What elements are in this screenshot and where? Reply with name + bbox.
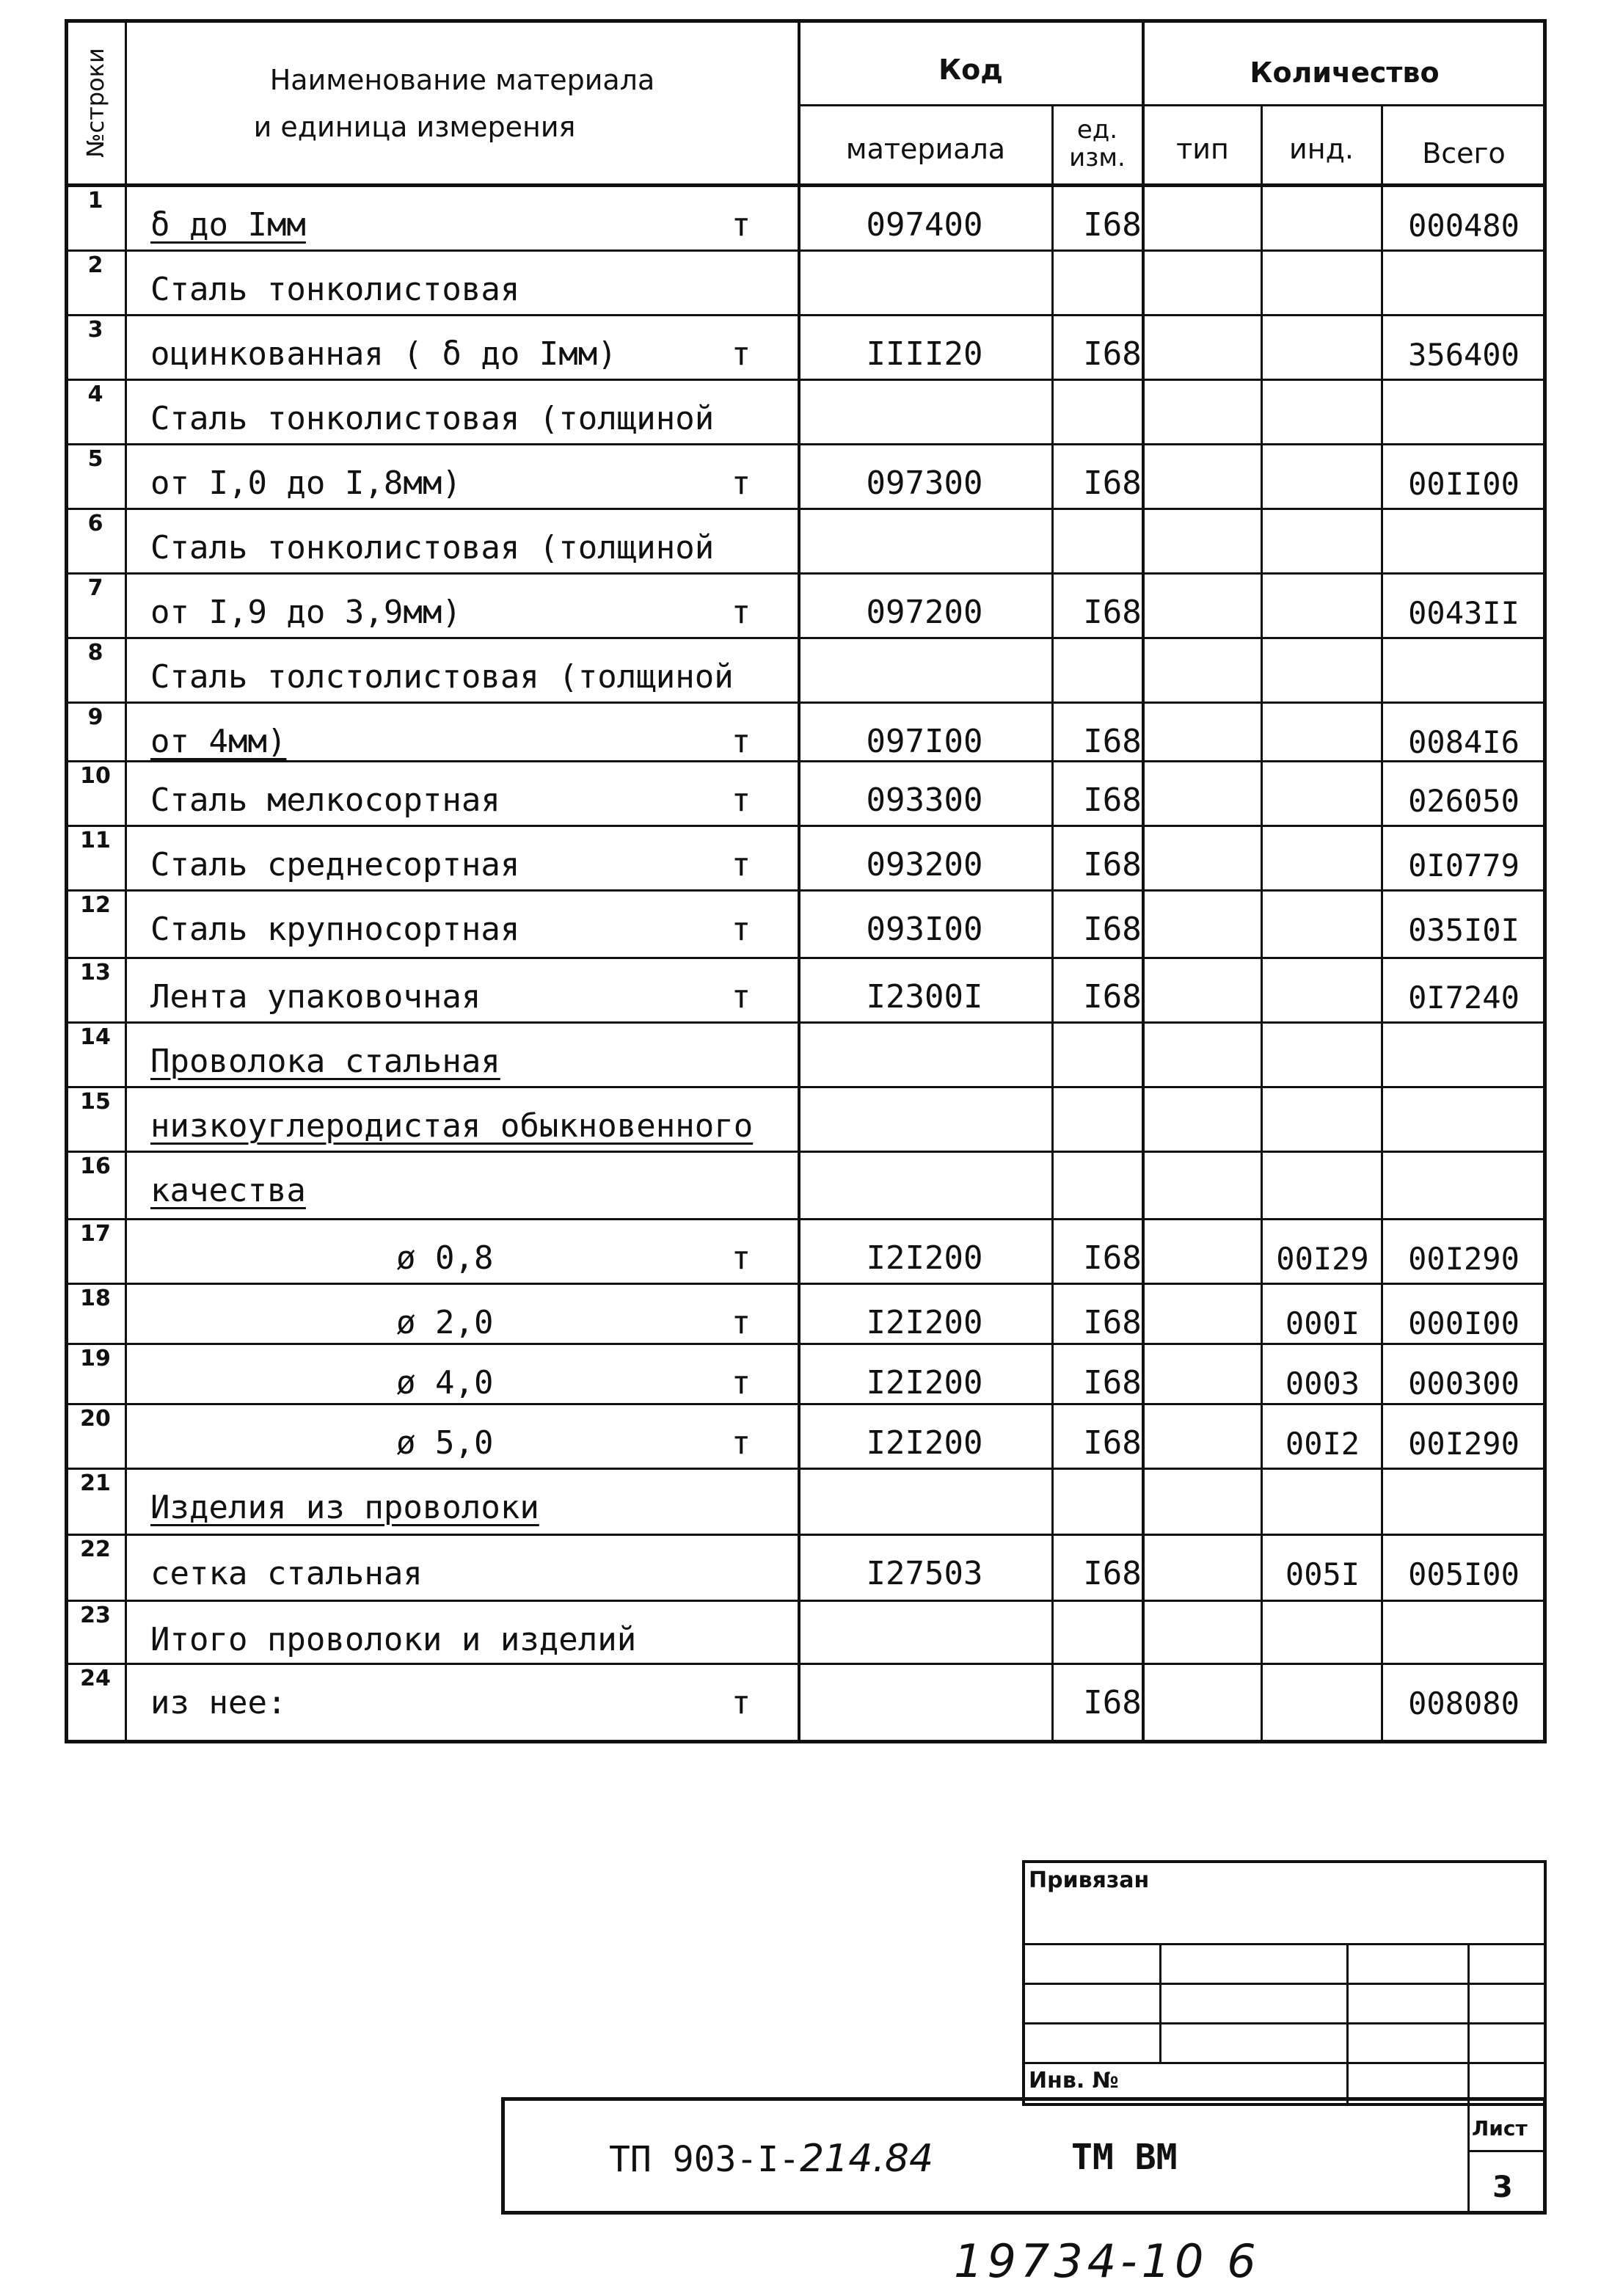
measure-unit: т (731, 1239, 751, 1277)
material-name: ø 4,0 (396, 1364, 494, 1402)
table-row (0, 701, 1612, 766)
row-number: 16 (80, 1154, 111, 1179)
material-name: Сталь тонколистовая (толщиной (150, 400, 715, 437)
material-name: низкоуглеродистая обыкновенного (150, 1107, 754, 1145)
unit-code: I68 (1083, 846, 1142, 883)
material-name: Сталь тонколистовая (толщиной (150, 529, 715, 566)
quantity-total: 00II00 (1408, 466, 1520, 502)
stamp-line (1346, 1943, 1349, 2106)
measure-unit: т (731, 911, 751, 948)
material-name: от I,9 до 3,9мм) (150, 594, 462, 631)
material-code: 097200 (866, 594, 983, 631)
material-code: 097I00 (866, 723, 983, 760)
quantity-total: 005I00 (1408, 1556, 1520, 1592)
row-number: 4 (87, 382, 103, 407)
table-row (0, 508, 1612, 572)
table-row (0, 1151, 1612, 1215)
row-number: 13 (80, 960, 111, 985)
stamp-line (1467, 1943, 1470, 2106)
material-name: от 4мм) (150, 723, 287, 760)
material-name: качества (150, 1172, 306, 1209)
measure-unit: т (731, 1684, 751, 1721)
material-name: ø 2,0 (396, 1304, 494, 1341)
doc-code-prefix: ТП 903-I- (609, 2139, 800, 2180)
table-row (0, 637, 1612, 701)
row-number: 21 (80, 1470, 111, 1496)
row-number: 10 (80, 763, 111, 789)
quantity-individual: 000I (1285, 1305, 1360, 1341)
quantity-total: 000480 (1408, 208, 1520, 244)
material-name: от I,0 до I,8мм) (150, 464, 462, 502)
material-code: I2I200 (866, 1364, 983, 1402)
qty-ind-header: инд. (1289, 133, 1354, 165)
material-code: I2300I (866, 978, 983, 1016)
unit-code: I68 (1083, 1304, 1142, 1341)
quantity-total: 0I7240 (1408, 980, 1520, 1016)
material-name: из нее: (150, 1684, 287, 1721)
material-name: Сталь мелкосортная (150, 781, 500, 819)
table-row (0, 1403, 1612, 1468)
measure-unit: т (731, 1304, 751, 1341)
unit-code: I68 (1083, 206, 1142, 244)
quantity-total: 000300 (1408, 1366, 1520, 1402)
material-code: I2I200 (866, 1424, 983, 1462)
material-name: Сталь толстолистовая (толщиной (150, 658, 734, 696)
measure-unit: т (731, 723, 751, 760)
quantity-total: 0I0779 (1408, 848, 1520, 883)
measure-unit: т (731, 594, 751, 631)
unit-code: I68 (1083, 1684, 1142, 1721)
table-row (0, 249, 1612, 314)
row-number: 22 (80, 1537, 111, 1562)
row-number: 7 (87, 575, 103, 601)
table-row (0, 957, 1612, 1021)
table-row (0, 1021, 1612, 1086)
inv-no-label: Инв. № (1029, 2068, 1119, 2093)
quantity-total: 356400 (1408, 337, 1520, 373)
row-number: 12 (80, 892, 111, 918)
material-code: IIII20 (866, 335, 983, 373)
row-number-header: №строки (81, 48, 109, 158)
row-number: 17 (80, 1221, 111, 1247)
material-code: 093300 (866, 781, 983, 819)
unit-code: I68 (1083, 1364, 1142, 1402)
row-number: 1 (87, 188, 103, 214)
header-divider (798, 104, 1546, 106)
quantity-individual: 0003 (1285, 1366, 1360, 1402)
measure-unit: т (731, 206, 751, 244)
unit-code: I68 (1083, 1555, 1142, 1592)
qty-type-header: тип (1176, 133, 1229, 165)
quantity-total: 026050 (1408, 783, 1520, 819)
material-code: 097300 (866, 464, 983, 502)
row-number: 2 (87, 252, 103, 278)
table-row (0, 185, 1612, 249)
qty-total-header: Всего (1422, 137, 1506, 170)
row-number: 18 (80, 1286, 111, 1311)
unit-code: I68 (1083, 723, 1142, 760)
quantity-total: 00I290 (1408, 1241, 1520, 1277)
row-number: 23 (80, 1603, 111, 1628)
material-name: Лента упаковочная (150, 978, 481, 1016)
unit-code: I68 (1083, 1239, 1142, 1277)
sheet-divider (1467, 2150, 1547, 2152)
unit-code: I68 (1083, 335, 1142, 373)
code-unit-header: ед. изм. (1069, 115, 1126, 172)
row-number: 9 (87, 704, 103, 730)
measure-unit: т (731, 335, 751, 373)
row-number: 6 (87, 511, 103, 536)
material-code: 097400 (866, 206, 983, 244)
material-code: 093I00 (866, 911, 983, 948)
table-row (0, 1218, 1612, 1283)
row-number: 14 (80, 1024, 111, 1050)
material-code: 093200 (866, 846, 983, 883)
row-number: 8 (87, 640, 103, 666)
table-row (0, 1600, 1612, 1664)
table-row (0, 314, 1612, 379)
table-row (0, 572, 1612, 637)
material-name: Сталь тонколистовая (150, 271, 520, 308)
quantity-total: 035I0I (1408, 912, 1520, 948)
material-name: ø 5,0 (396, 1424, 494, 1462)
material-name: ø 0,8 (396, 1239, 494, 1277)
row-number: 19 (80, 1346, 111, 1371)
material-name: Изделия из проволоки (150, 1489, 539, 1526)
quantity-header: Количество (1250, 57, 1440, 89)
quantity-individual: 00I2 (1285, 1426, 1360, 1462)
quantity-individual: 005I (1285, 1556, 1360, 1592)
sheet-number: 3 (1492, 2171, 1513, 2204)
name-header-line2: и единица измерения (253, 111, 576, 143)
row-number: 11 (80, 828, 111, 853)
measure-unit: т (731, 1364, 751, 1402)
row-number: 3 (87, 317, 103, 343)
material-name: оцинкованная ( δ до Iмм) (150, 335, 617, 373)
material-name: Проволока стальная (150, 1043, 500, 1080)
name-header-line1: Наименование материала (269, 64, 655, 96)
code-header: Код (938, 54, 1003, 86)
table-row (0, 1663, 1612, 1727)
material-code: I2I200 (866, 1239, 983, 1277)
table-row (0, 1534, 1612, 1598)
measure-unit: т (731, 781, 751, 819)
unit-code: I68 (1083, 1424, 1142, 1462)
material-name: Сталь среднесортная (150, 846, 520, 883)
unit-code: I68 (1083, 911, 1142, 948)
material-code: I27503 (866, 1555, 983, 1592)
doc-code-handwritten: 214.84 (800, 2137, 934, 2181)
row-number: 15 (80, 1089, 111, 1115)
table-row (0, 1283, 1612, 1347)
unit-code: I68 (1083, 978, 1142, 1016)
stamp-line (1159, 1943, 1161, 2062)
table-row (0, 1468, 1612, 1532)
quantity-total: 008080 (1408, 1685, 1520, 1721)
table-row (0, 379, 1612, 443)
material-code: I2I200 (866, 1304, 983, 1341)
quantity-total: 00I290 (1408, 1426, 1520, 1462)
quantity-total: 0084I6 (1408, 724, 1520, 760)
unit-code: I68 (1083, 594, 1142, 631)
table-row (0, 825, 1612, 889)
sheet-divider (1467, 2097, 1470, 2215)
measure-unit: т (731, 978, 751, 1016)
handwritten-archive-number: 19734-10 6 (954, 2234, 1261, 2288)
row-number: 20 (80, 1406, 111, 1432)
privyazan-label: Привязан (1029, 1867, 1150, 1893)
measure-unit: т (731, 846, 751, 883)
measure-unit: т (731, 1424, 751, 1462)
table-row (0, 1086, 1612, 1151)
quantity-total: 0043II (1408, 595, 1520, 631)
row-number: 24 (80, 1666, 111, 1691)
material-name: Сталь крупносортная (150, 911, 520, 948)
table-row (0, 889, 1612, 954)
measure-unit: т (731, 464, 751, 502)
doc-code (609, 2137, 933, 2181)
unit-code: I68 (1083, 781, 1142, 819)
sheet-label: Лист (1472, 2116, 1528, 2140)
material-name: Итого проволоки и изделий (150, 1621, 637, 1658)
code-material-header: материала (845, 133, 1006, 165)
doc-suffix: ТМ ВМ (1071, 2137, 1178, 2178)
quantity-total: 000I00 (1408, 1305, 1520, 1341)
table-row (0, 1343, 1612, 1407)
row-number: 5 (87, 446, 103, 472)
material-name: сетка стальная (150, 1555, 423, 1592)
table-row (0, 760, 1612, 825)
unit-code: I68 (1083, 464, 1142, 502)
table-row (0, 443, 1612, 508)
material-name: δ до Iмм (150, 206, 306, 244)
quantity-individual: 00I29 (1276, 1241, 1369, 1277)
